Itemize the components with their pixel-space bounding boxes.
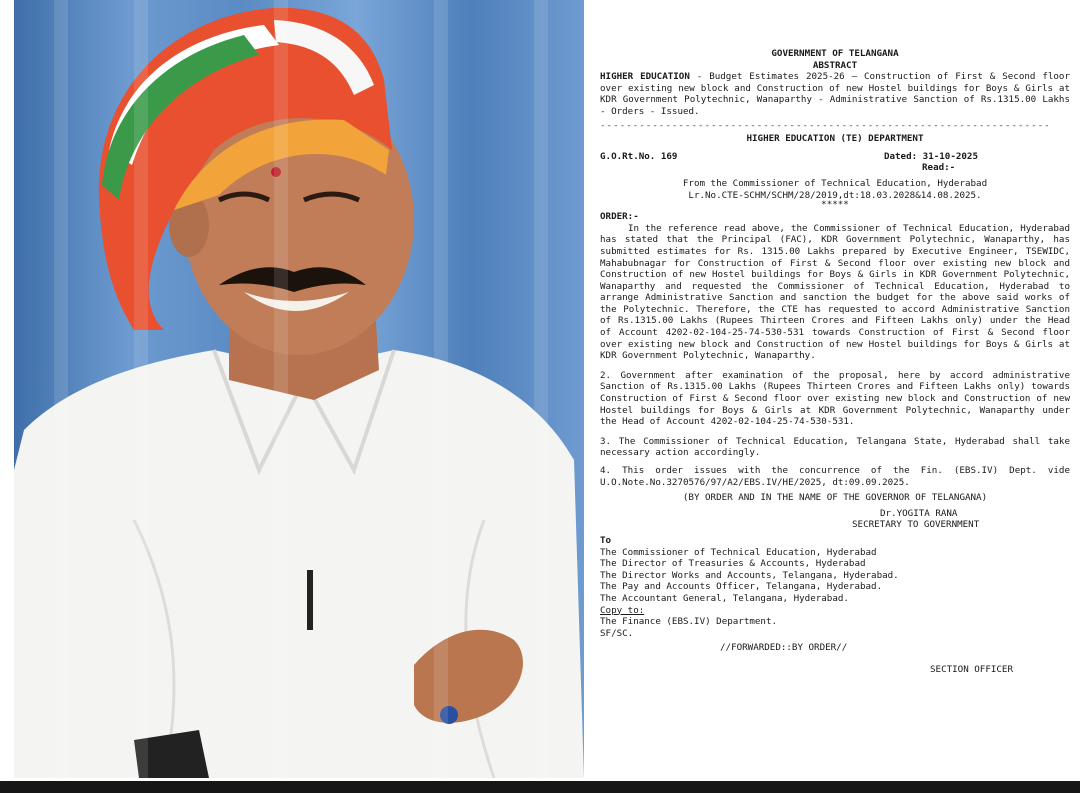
read-label: Read:- <box>922 162 956 174</box>
order-paragraph-3: 3. The Commissioner of Technical Education, Telangana State, Hyderabad shall take necessary action accordingly. <box>600 435 1070 459</box>
stars-divider: ***** <box>821 199 849 211</box>
order-paragraph-1: In the reference read above, the Commissioner of Technical Education, Hyderabad has stated that the Principal (FAC), KDR Government Polytechnic, Wanaparthy, has submitted estimates for Rs. 1315.00 Lakhs prepared by Executive Engineer, TSEWIDC, Mahabubnagar for Construction of First & Second floor over existing new block and Construction of new Hostel buildings for Boys & Girls in KDR Government Polytechnic, Wanaparthy and requested the Commissioner of Technical Education, Hyderabad to arrange Administrative Sanction and sanction the budget for the above said works of the Polytechnic. Therefore, the CTE has requested to accord Administrative Sanction of Rs.1315.00 Lakhs (Rupees Thirteen Crores and Fifteen Lakhs only) under the Head of Account 4202-02-104-25-74-530-531 towards Construction of First & Second floor over existing new block and Construction of new Hostel buildings for Boys & Girls at KDR Government Polytechnic, Wanaparthy. <box>600 222 1070 362</box>
order-paragraph-4: 4. This order issues with the concurrence of the Fin. (EBS.IV) Dept. vide U.O.Note.No.3270576/97/A2/EBS.IV/HE/2025, dt:09.09.2025. <box>600 465 1070 488</box>
reference-line-2: Lr.No.CTE-SCHM/SCHM/28/2019,dt:18.03.2028&14.08.2025. <box>688 189 982 201</box>
order-paragraph-2: 2. Government after examination of the proposal, here by accord administrative Sanction of Rs.1315.00 Lakhs (Rupees Thirteen Crores and Fifteen Lakhs only) towards Construction of First & Second floor over existing new block and Construction of new Hostel buildings for Boys & Girls at KDR Government Polytechnic, Wanaparthy under the Head of Account 4202-02-104-25-74-530-531. <box>600 369 1070 428</box>
by-order-line: (BY ORDER AND IN THE NAME OF THE GOVERNOR OF TELANGANA) <box>682 492 988 504</box>
recipient-item: The Commissioner of Technical Education, Hyderabad <box>600 546 877 558</box>
subject-paragraph <box>600 71 1070 117</box>
govt-heading: GOVERNMENT OF TELANGANA <box>771 48 899 59</box>
signatory-name: Dr.YOGITA RANA <box>880 507 958 519</box>
portrait-photo <box>14 0 584 778</box>
sf-sc-label: SF/SC. <box>600 627 634 639</box>
bottom-edge-bar <box>0 781 1080 793</box>
go-number-row <box>600 151 1070 163</box>
copy-recipient: The Finance (EBS.IV) Department. <box>600 616 778 628</box>
order-date: Dated: 31-10-2025 <box>883 150 978 162</box>
separator-line: --------------------------------------------------------------------- <box>600 119 1051 131</box>
recipient-item: The Director Works and Accounts, Telangana, Hyderabad. <box>600 569 899 581</box>
recipient-list <box>600 547 1070 605</box>
order-heading: ORDER:- <box>600 211 639 223</box>
section-officer: SECTION OFFICER <box>930 663 1013 675</box>
reference-line-1: From the Commissioner of Technical Education, Hyderabad <box>682 177 988 189</box>
department-heading: HIGHER EDUCATION (TE) DEPARTMENT <box>746 133 924 145</box>
recipient-item: The Accountant General, Telangana, Hyderabad. <box>600 592 849 604</box>
subject-text: - Budget Estimates 2025-26 – Construction of First & Second floor over existing new block and Construction of new Hostel buildings for Boys & Girls at KDR Government Polytechnic, Wanaparthy - Administrative Sanction of Rs.1315.00 Lakhs - Orders - Issued. <box>600 71 1070 117</box>
signatory-designation: SECRETARY TO GOVERNMENT <box>852 519 980 531</box>
recipient-item: The Director of Treasuries & Accounts, Hyderabad <box>600 558 866 570</box>
recipient-item: The Pay and Accounts Officer, Telangana, Hyderabad. <box>600 581 883 593</box>
forwarded-line: //FORWARDED::BY ORDER// <box>720 642 848 654</box>
copy-to-label: Copy to: <box>600 604 645 616</box>
abstract-heading: ABSTRACT <box>812 59 858 71</box>
to-heading: To <box>600 534 612 546</box>
subject-lead: HIGHER EDUCATION <box>600 71 690 83</box>
government-order-document <box>600 48 1070 676</box>
portrait-illustration <box>14 0 584 778</box>
go-number: G.O.Rt.No. 169 <box>600 150 678 162</box>
